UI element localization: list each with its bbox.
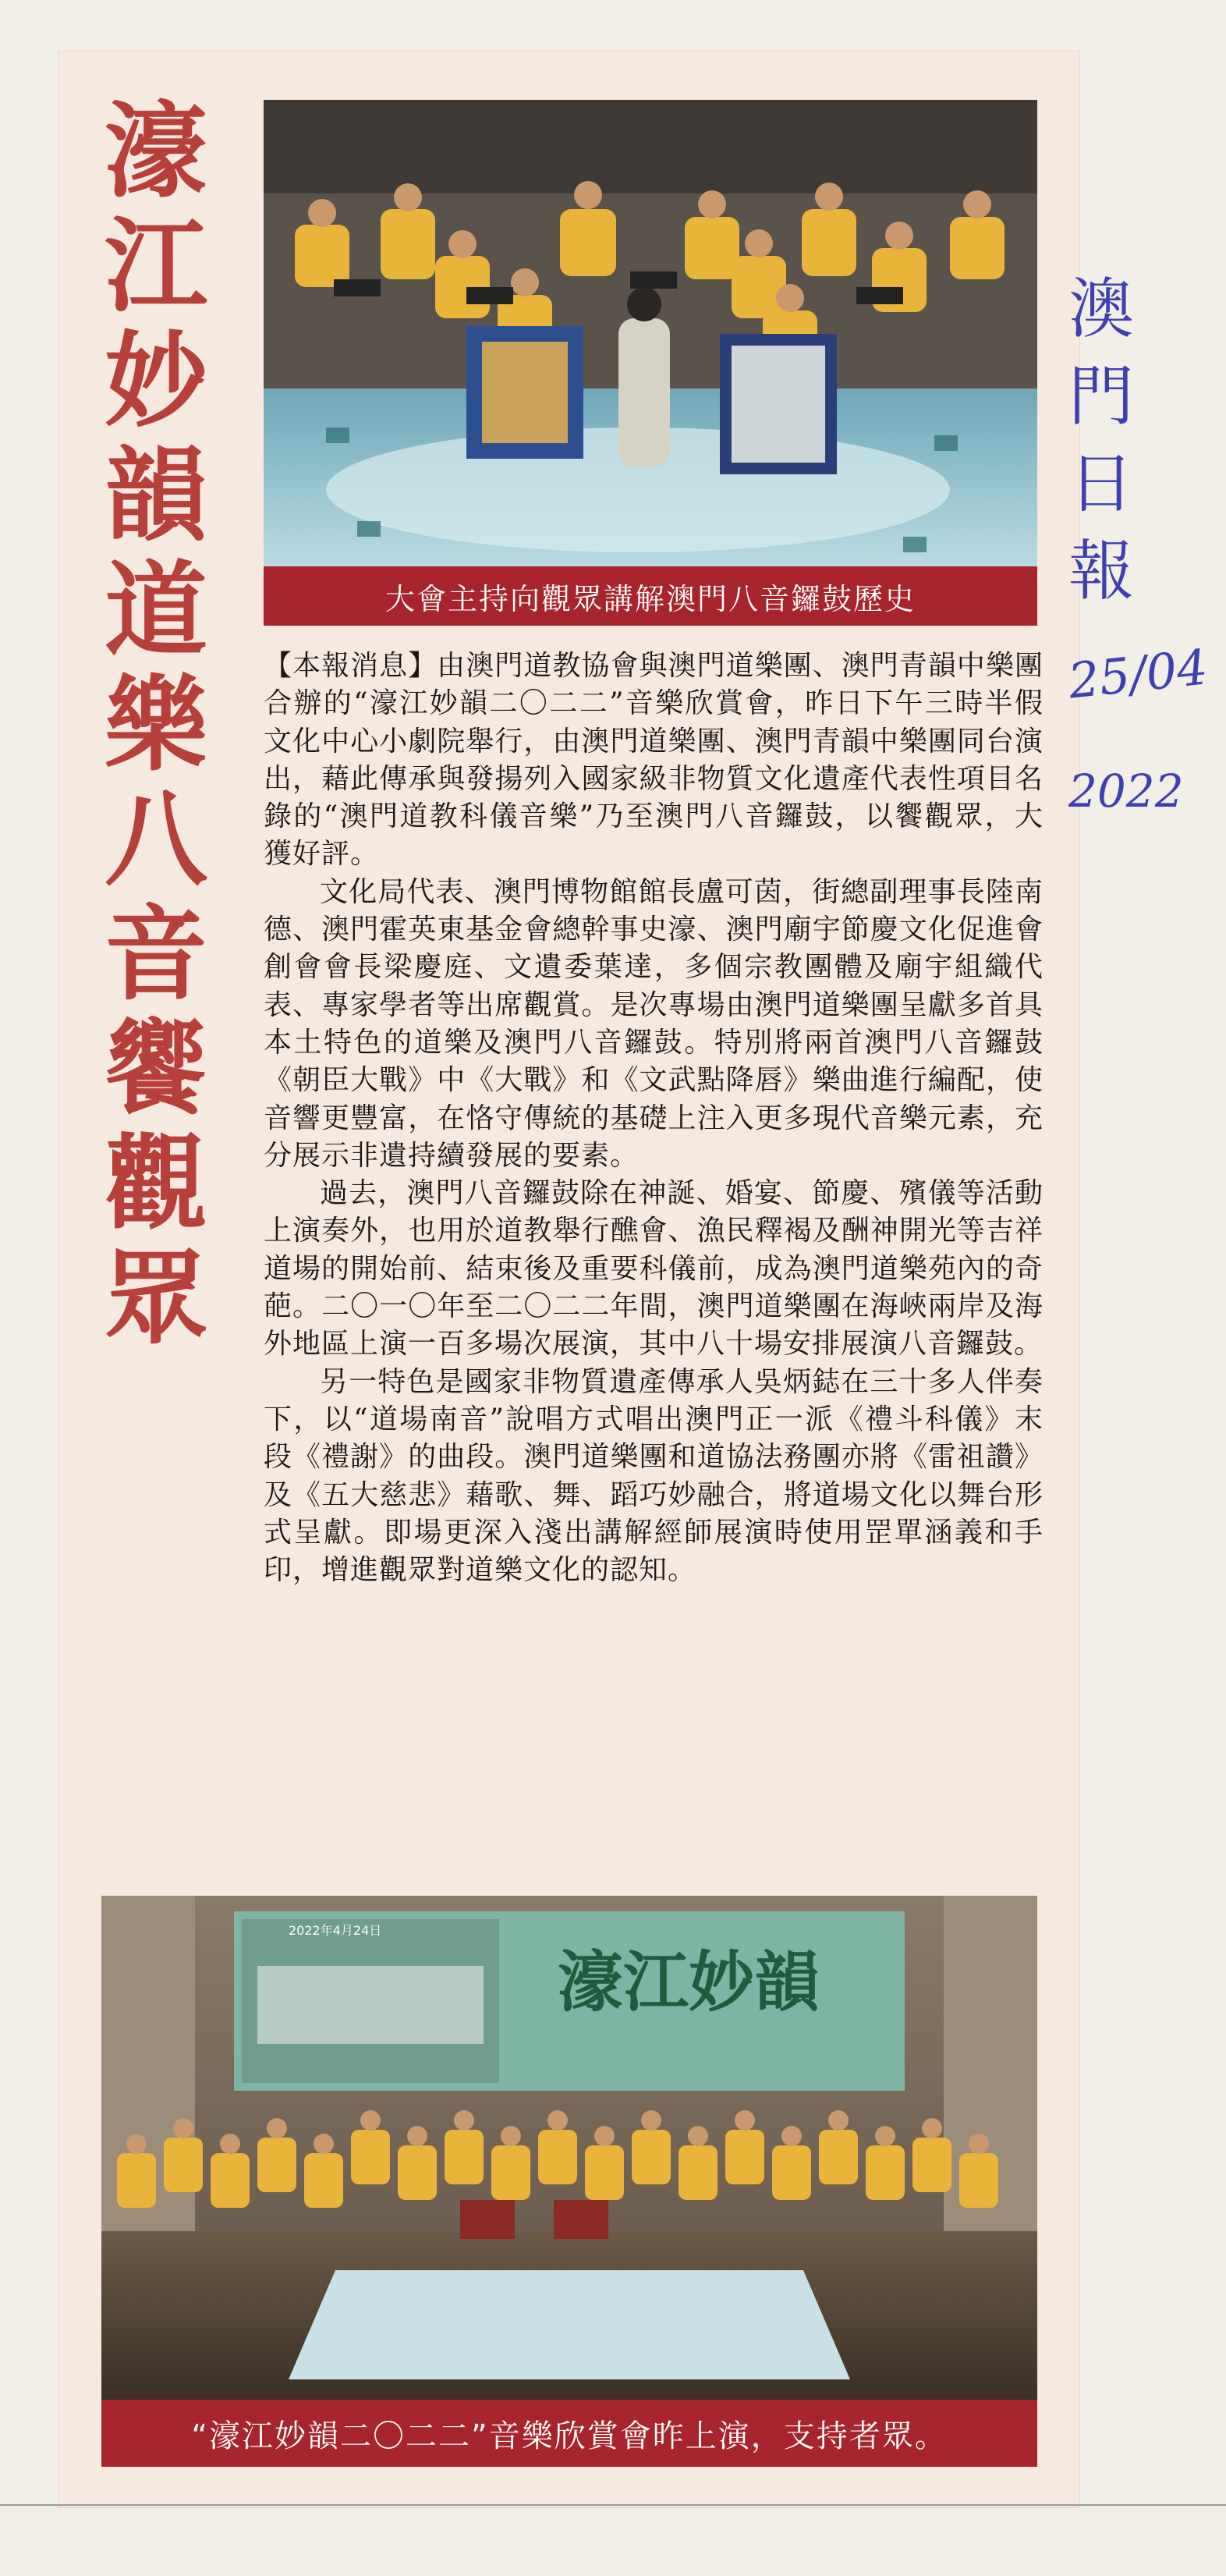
headline-char: 音	[105, 895, 207, 1015]
headline-char: 韻	[105, 436, 207, 556]
bottom-photo-caption: “濠江妙韻二〇二二”音樂欣賞會昨上演，支持者眾。	[101, 2400, 1037, 2467]
headline-char: 八	[105, 780, 207, 900]
handwritten-date-day: 25/04	[1065, 638, 1210, 710]
newspaper-name-char: 報	[1068, 533, 1135, 609]
page-divider	[0, 2504, 1226, 2506]
newspaper-name-char: 日	[1068, 445, 1135, 522]
handwritten-newspaper-name	[1068, 265, 1134, 615]
banner-title: 濠江妙韻	[558, 1944, 820, 2021]
handwritten-year: 2022	[1068, 765, 1184, 818]
banner-date: 2022年4月24日	[289, 1923, 382, 1938]
headline-char: 樂	[105, 665, 207, 786]
article-paragraph: 文化局代表、澳門博物館館長盧可茵，街總副理事長陸南德、澳門霍英東基金會總幹事史濠、澳門廟宇節慶文化促進會創會會長梁慶庭、文遺委葉達，多個宗教團體及廟宇組織代表、專家學者等出席觀賞。是次專場由澳門道樂團呈獻多首具本土特色的道樂及澳門八音鑼鼓。特別將兩首澳門八音鑼鼓《朝臣大戰》中《大戰》和《文武點降唇》樂曲進行編配，使音響更豐富，在恪守傳統的基礎上注入更多現代音樂元素，充分展示非遺持續發展的要素。	[264, 875, 1044, 1172]
headline-char: 道	[105, 551, 207, 671]
article-body	[264, 648, 1044, 1589]
newspaper-name-char: 澳	[1068, 271, 1135, 347]
headline-char: 江	[105, 207, 207, 327]
headline-char: 眾	[105, 1239, 207, 1359]
article-paragraph: 【本報消息】由澳門道教協會與澳門道樂團、澳門青韻中樂團合辦的“濠江妙韻二〇二二”音樂欣賞會，昨日下午三時半假文化中心小劇院舉行，由澳門道樂團、澳門青韻中樂團同台演出，藉此傳承與發揚列入國家級非物質文化遺產代表性項目名錄的“澳門道教科儀音樂”乃至澳門八音鑼鼓，以饗觀眾，大獲好評。	[264, 650, 1044, 871]
headline-char: 妙	[105, 321, 207, 442]
headline-char: 濠	[105, 92, 207, 212]
top-photo	[264, 100, 1037, 566]
bottom-photo	[101, 1896, 1037, 2400]
handwritten-date	[1058, 632, 1211, 717]
newspaper-name-char: 門	[1068, 358, 1135, 435]
headline-char: 饗	[105, 1009, 207, 1130]
article-paragraph: 過去，澳門八音鑼鼓除在神誕、婚宴、節慶、殯儀等活動上演奏外，也用於道教舉行醮會、漁民釋褐及酬神開光等吉祥道場的開始前、結束後及重要科儀前，成為澳門道樂苑內的奇葩。二〇一〇年至二〇二二年間，澳門道樂團在海峽兩岸及海外地區上演一百多場次展演，其中八十場安排展演八音鑼鼓。	[264, 1177, 1044, 1361]
headline-char: 觀	[105, 1124, 207, 1244]
top-photo-image	[264, 100, 1037, 566]
article-paragraph: 另一特色是國家非物質遺產傳承人吳炳鋕在三十多人伴奏下，以“道場南音”說唱方式唱出澳門正一派《禮斗科儀》末段《禮謝》的曲段。澳門道樂團和道協法務團亦將《雷祖讚》及《五大慈悲》藉歌、舞、蹈巧妙融合，將道場文化以舞台形式呈獻。即場更深入淺出講解經師展演時使用罡單涵義和手印，增進觀眾對道樂文化的認知。	[264, 1365, 1044, 1587]
top-photo-caption: 大會主持向觀眾講解澳門八音鑼鼓歷史	[264, 566, 1037, 626]
headline	[86, 92, 226, 1359]
bottom-photo-image	[101, 1896, 1037, 2400]
